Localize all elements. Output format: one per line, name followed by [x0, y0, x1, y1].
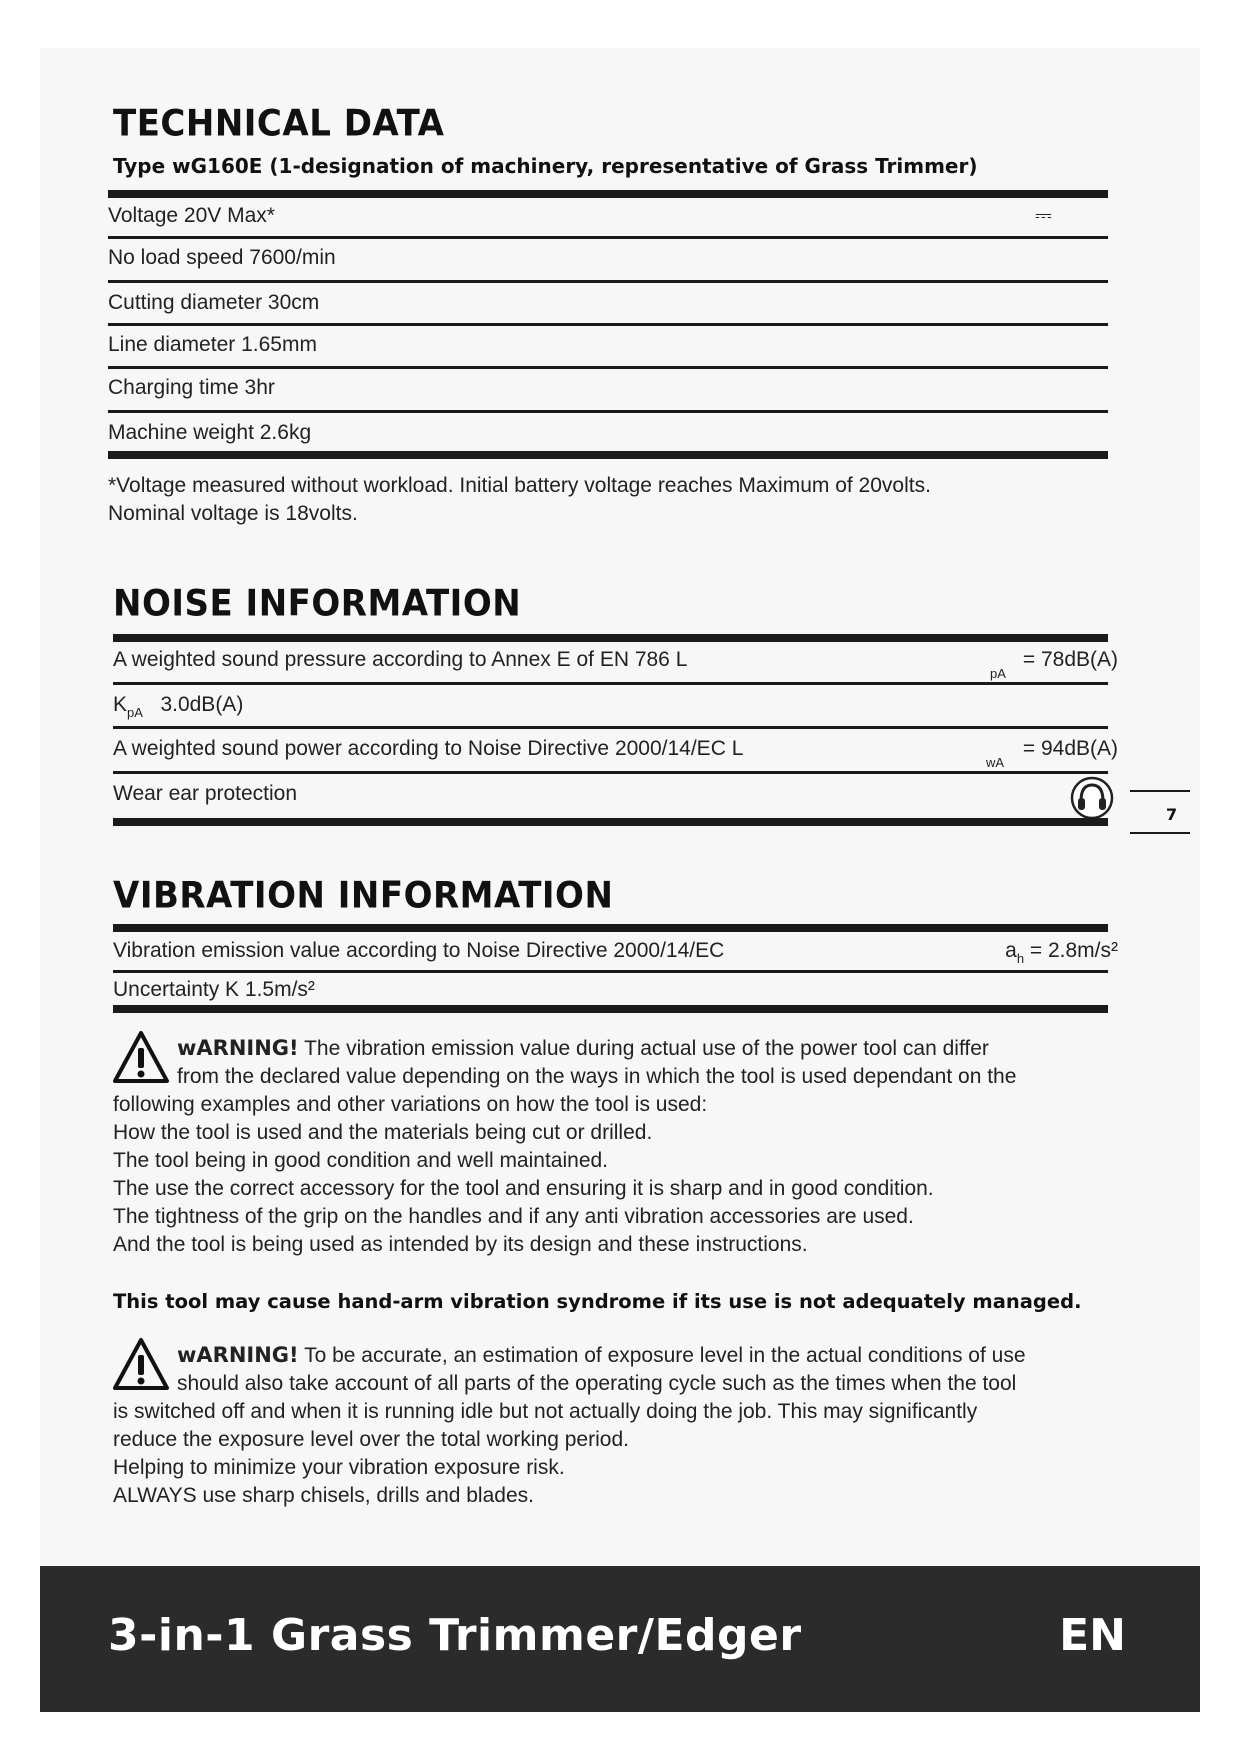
warning-text: The vibration emission value during actual use of the power tool can differ [298, 1037, 989, 1060]
product-title: 3-in-1 Grass Trimmer/Edger [108, 1610, 802, 1661]
page-number: 7 [1166, 805, 1178, 824]
warning-2-line: Helping to minimize your vibration exposure risk. [113, 1456, 565, 1479]
warning-text: To be accurate, an estimation of exposure level in the actual conditions of use [298, 1344, 1026, 1367]
tech-row-cutting: Cutting diameter 30cm [108, 291, 320, 314]
tech-row-charging: Charging time 3hr [108, 376, 275, 399]
language-code: EN [1059, 1610, 1126, 1661]
noise-top-rule [113, 634, 1108, 642]
noise-power-label: A weighted sound power according to Noise Directive 2000/14/EC L [113, 737, 744, 760]
divider [113, 771, 1108, 774]
hand-arm-vibration-statement: This tool may cause hand-arm vibration syndrome if its use is not adequately managed. [113, 1290, 1082, 1313]
noise-pressure-sub: pA [990, 666, 1006, 681]
tech-row-voltage: Voltage 20V Max* [108, 204, 275, 227]
vibration-emission-value [1005, 939, 1118, 966]
technical-data-title: TECHNICAL DATA [113, 102, 445, 146]
voltage-note [108, 472, 1108, 528]
warning-1-line: The tool being in good condition and well maintained. [113, 1149, 609, 1172]
divider [113, 726, 1108, 729]
vibration-uncertainty: Uncertainty K 1.5m/s² [113, 978, 315, 1001]
technical-bottom-rule [108, 451, 1108, 459]
k-subscript: pA [127, 705, 143, 720]
vibration-top-rule [113, 924, 1108, 932]
warning-label: wARNING! [177, 1036, 299, 1060]
divider [108, 280, 1108, 283]
page-marker-top [1130, 790, 1190, 792]
divider [113, 682, 1108, 685]
divider [108, 366, 1108, 369]
a-symbol: a [1005, 939, 1017, 962]
noise-bottom-rule [113, 818, 1108, 826]
tech-row-weight: Machine weight 2.6kg [108, 421, 312, 444]
dc-symbol-icon: ⎓ [1035, 204, 1052, 227]
k-symbol: K [113, 693, 128, 716]
page-marker-bottom [1130, 832, 1190, 834]
warning-2-line [113, 1341, 1133, 1370]
warning-2-line: is switched off and when it is running idle but not actually doing the job. This may significantly [113, 1400, 978, 1423]
divider [108, 323, 1108, 326]
warning-2-block [113, 1341, 1133, 1510]
vibration-title: VIBRATION INFORMATION [113, 874, 614, 918]
vibration-emission-label: Vibration emission value according to Noise Directive 2000/14/EC [113, 939, 725, 962]
ear-protection-label: Wear ear protection [113, 782, 298, 805]
note-line: *Voltage measured without workload. Initial battery voltage reaches Maximum of 20volts. [108, 474, 931, 497]
warning-2-line: should also take account of all parts of the operating cycle such as the times when the tool [177, 1372, 1017, 1395]
warning-1-line: And the tool is being used as intended by its design and these instructions. [113, 1233, 808, 1256]
noise-k-row [113, 693, 243, 720]
warning-1-line: How the tool is used and the materials being cut or drilled. [113, 1121, 653, 1144]
warning-1-line [113, 1034, 1133, 1063]
warning-1-line: from the declared value depending on the ways in which the tool is used dependant on the [177, 1065, 1017, 1088]
divider [108, 236, 1108, 239]
footer-banner [40, 1566, 1200, 1712]
technical-top-rule [108, 190, 1108, 198]
tech-row-speed: No load speed 7600/min [108, 246, 336, 269]
warning-2-line: reduce the exposure level over the total working period. [113, 1428, 629, 1451]
k-value: 3.0dB(A) [160, 693, 244, 716]
noise-power-sub: wA [986, 755, 1005, 770]
noise-power-value: = 94dB(A) [1022, 737, 1118, 760]
technical-subtitle: Type wG160E (1-designation of machinery, representative of Grass Trimmer) [113, 154, 978, 178]
warning-label: wARNING! [177, 1343, 299, 1367]
divider [113, 970, 1108, 973]
noise-pressure-value: = 78dB(A) [1022, 648, 1118, 671]
warning-1-line: The use the correct accessory for the tool and ensuring it is sharp and in good condition. [113, 1177, 934, 1200]
noise-title: NOISE INFORMATION [113, 582, 522, 626]
vibration-bottom-rule [113, 1005, 1108, 1013]
ear-protection-icon [1070, 776, 1114, 820]
tech-row-line: Line diameter 1.65mm [108, 333, 317, 356]
warning-2-line: ALWAYS use sharp chisels, drills and blades. [113, 1484, 534, 1507]
warning-1-line: following examples and other variations on how the tool is used: [113, 1093, 708, 1116]
a-subscript: h [1016, 951, 1025, 966]
note-line: Nominal voltage is 18volts. [108, 502, 358, 525]
warning-1-line: The tightness of the grip on the handles and if any anti vibration accessories are used. [113, 1205, 914, 1228]
a-value: = 2.8m/s² [1024, 939, 1118, 962]
warning-1-block [113, 1034, 1133, 1259]
noise-pressure-label: A weighted sound pressure according to Annex E of EN 786 L [113, 648, 688, 671]
divider [108, 410, 1108, 413]
